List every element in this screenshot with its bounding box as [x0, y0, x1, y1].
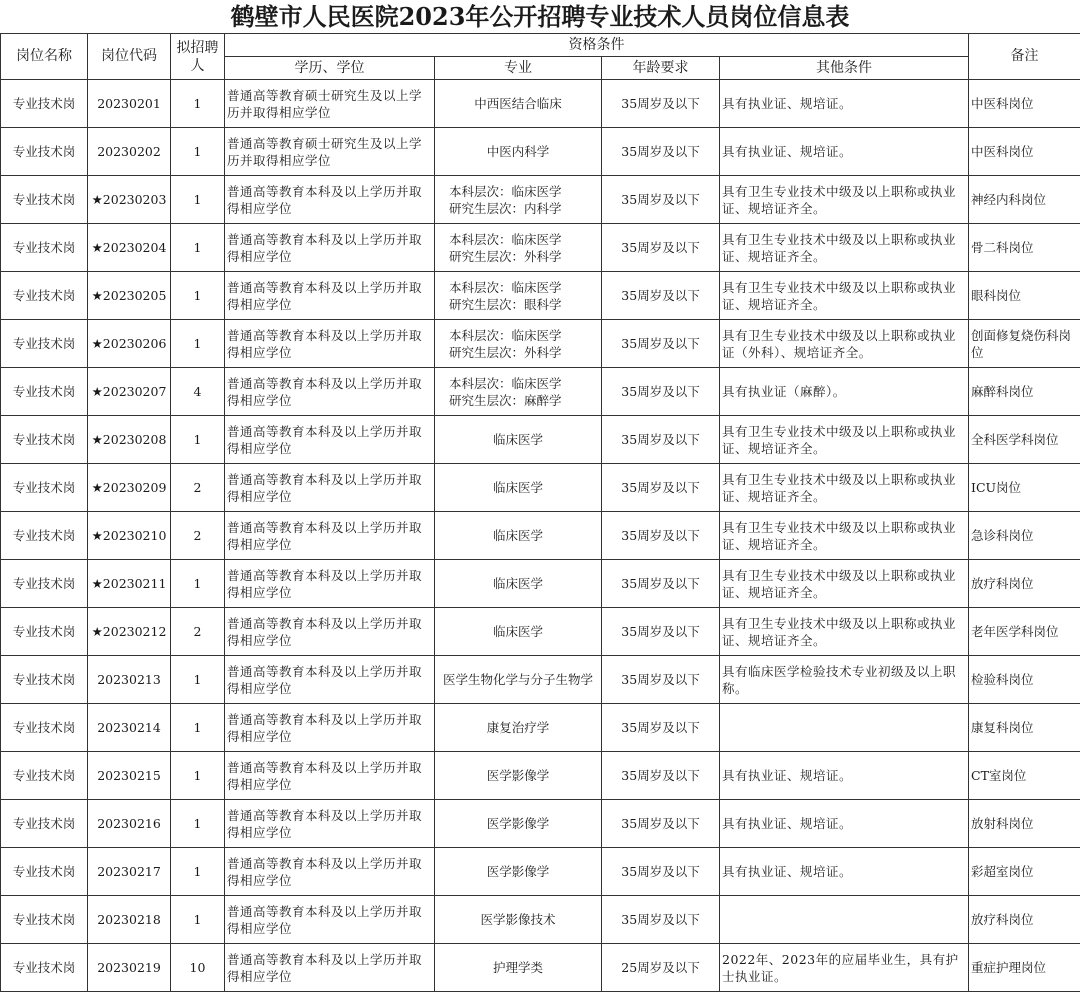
count-cell: 1 — [171, 320, 225, 368]
age-cell: 35周岁及以下 — [602, 704, 720, 752]
remark-cell: 麻醉科岗位 — [969, 368, 1080, 416]
count-cell: 1 — [171, 224, 225, 272]
major-cell: 医学影像学 — [435, 752, 602, 800]
education-cell: 普通高等教育本科及以上学历并取得相应学位 — [225, 464, 435, 512]
age-cell: 35周岁及以下 — [602, 896, 720, 944]
post-code-cell: ★20230204 — [88, 224, 171, 272]
other-conditions-cell: 具有卫生专业技术中级及以上职称或执业证、规培证齐全。 — [720, 272, 969, 320]
education-cell: 普通高等教育本科及以上学历并取得相应学位 — [225, 512, 435, 560]
remark-cell: CT室岗位 — [969, 752, 1080, 800]
major-cell: 护理学类 — [435, 944, 602, 992]
post-code-cell: 20230219 — [88, 944, 171, 992]
remark-cell: 眼科岗位 — [969, 272, 1080, 320]
post-code-cell: ★20230210 — [88, 512, 171, 560]
header-age: 年龄要求 — [602, 57, 720, 80]
major-cell: 临床医学 — [435, 608, 602, 656]
table-row — [1, 512, 1080, 560]
post-name-cell: 专业技术岗 — [1, 752, 88, 800]
post-code-cell: ★20230209 — [88, 464, 171, 512]
remark-cell: 康复科岗位 — [969, 704, 1080, 752]
remark-cell: 彩超室岗位 — [969, 848, 1080, 896]
other-conditions-cell: 具有卫生专业技术中级及以上职称或执业证、规培证齐全。 — [720, 608, 969, 656]
other-conditions-cell: 具有执业证（麻醉）。 — [720, 368, 969, 416]
remark-cell: 全科医学科岗位 — [969, 416, 1080, 464]
major-cell: 医学影像技术 — [435, 896, 602, 944]
education-cell: 普通高等教育本科及以上学历并取得相应学位 — [225, 224, 435, 272]
post-name-cell: 专业技术岗 — [1, 320, 88, 368]
age-cell: 35周岁及以下 — [602, 560, 720, 608]
post-name-cell: 专业技术岗 — [1, 608, 88, 656]
remark-cell: 急诊科岗位 — [969, 512, 1080, 560]
age-cell: 35周岁及以下 — [602, 608, 720, 656]
count-cell: 1 — [171, 896, 225, 944]
other-conditions-cell: 具有执业证、规培证。 — [720, 752, 969, 800]
post-name-cell: 专业技术岗 — [1, 80, 88, 128]
count-cell: 1 — [171, 704, 225, 752]
post-code-cell: ★20230211 — [88, 560, 171, 608]
remark-cell: 检验科岗位 — [969, 656, 1080, 704]
count-cell: 2 — [171, 512, 225, 560]
remark-cell: 创面修复烧伤科岗位 — [969, 320, 1080, 368]
post-name-cell: 专业技术岗 — [1, 896, 88, 944]
major-cell: 本科层次：临床医学 研究生层次：眼科学 — [435, 272, 602, 320]
education-cell: 普通高等教育本科及以上学历并取得相应学位 — [225, 944, 435, 992]
major-cell: 临床医学 — [435, 512, 602, 560]
post-name-cell: 专业技术岗 — [1, 848, 88, 896]
other-conditions-cell: 具有卫生专业技术中级及以上职称或执业证、规培证齐全。 — [720, 416, 969, 464]
age-cell: 35周岁及以下 — [602, 752, 720, 800]
post-code-cell: ★20230212 — [88, 608, 171, 656]
post-code-cell: 20230216 — [88, 800, 171, 848]
count-cell: 1 — [171, 848, 225, 896]
age-cell: 35周岁及以下 — [602, 512, 720, 560]
post-code-cell: ★20230207 — [88, 368, 171, 416]
table-row — [1, 944, 1080, 992]
count-cell: 1 — [171, 560, 225, 608]
count-cell: 1 — [171, 128, 225, 176]
major-cell: 本科层次：临床医学 研究生层次：麻醉学 — [435, 368, 602, 416]
education-cell: 普通高等教育本科及以上学历并取得相应学位 — [225, 272, 435, 320]
education-cell: 普通高等教育本科及以上学历并取得相应学位 — [225, 752, 435, 800]
other-conditions-cell: 具有执业证、规培证。 — [720, 80, 969, 128]
education-cell: 普通高等教育本科及以上学历并取得相应学位 — [225, 848, 435, 896]
major-cell: 临床医学 — [435, 416, 602, 464]
other-conditions-cell: 具有执业证、规培证。 — [720, 848, 969, 896]
table-row — [1, 464, 1080, 512]
education-cell: 普通高等教育本科及以上学历并取得相应学位 — [225, 176, 435, 224]
table-row — [1, 848, 1080, 896]
remark-cell: 放射科岗位 — [969, 800, 1080, 848]
table-row — [1, 128, 1080, 176]
major-cell: 本科层次：临床医学 研究生层次：内科学 — [435, 176, 602, 224]
other-conditions-cell: 具有临床医学检验技术专业初级及以上职称。 — [720, 656, 969, 704]
count-cell: 4 — [171, 368, 225, 416]
header-qualifications: 资格条件 — [225, 34, 969, 57]
education-cell: 普通高等教育本科及以上学历并取得相应学位 — [225, 656, 435, 704]
table-row — [1, 176, 1080, 224]
major-cell: 临床医学 — [435, 464, 602, 512]
header-education: 学历、学位 — [225, 57, 435, 80]
post-code-cell: 20230213 — [88, 656, 171, 704]
post-name-cell: 专业技术岗 — [1, 704, 88, 752]
post-name-cell: 专业技术岗 — [1, 512, 88, 560]
major-cell: 本科层次：临床医学 研究生层次：外科学 — [435, 320, 602, 368]
post-name-cell: 专业技术岗 — [1, 800, 88, 848]
post-code-cell: ★20230206 — [88, 320, 171, 368]
count-cell: 1 — [171, 656, 225, 704]
remark-cell: 重症护理岗位 — [969, 944, 1080, 992]
header-post-name: 岗位名称 — [1, 34, 88, 80]
education-cell: 普通高等教育本科及以上学历并取得相应学位 — [225, 320, 435, 368]
major-cell: 医学影像学 — [435, 848, 602, 896]
other-conditions-cell: 具有卫生专业技术中级及以上职称或执业证（外科）、规培证齐全。 — [720, 320, 969, 368]
education-cell: 普通高等教育本科及以上学历并取得相应学位 — [225, 416, 435, 464]
education-cell: 普通高等教育本科及以上学历并取得相应学位 — [225, 368, 435, 416]
other-conditions-cell: 具有执业证、规培证。 — [720, 128, 969, 176]
remark-cell: 神经内科岗位 — [969, 176, 1080, 224]
age-cell: 35周岁及以下 — [602, 416, 720, 464]
major-cell: 临床医学 — [435, 560, 602, 608]
remark-cell: 放疗科岗位 — [969, 560, 1080, 608]
other-conditions-cell — [720, 896, 969, 944]
education-cell: 普通高等教育硕士研究生及以上学历并取得相应学位 — [225, 128, 435, 176]
other-conditions-cell: 具有卫生专业技术中级及以上职称或执业证、规培证齐全。 — [720, 176, 969, 224]
table-row — [1, 416, 1080, 464]
post-name-cell: 专业技术岗 — [1, 368, 88, 416]
count-cell: 1 — [171, 272, 225, 320]
age-cell: 35周岁及以下 — [602, 368, 720, 416]
age-cell: 25周岁及以下 — [602, 944, 720, 992]
post-code-cell: 20230217 — [88, 848, 171, 896]
remark-cell: ICU岗位 — [969, 464, 1080, 512]
remark-cell: 中医科岗位 — [969, 128, 1080, 176]
other-conditions-cell: 具有卫生专业技术中级及以上职称或执业证、规培证齐全。 — [720, 512, 969, 560]
post-name-cell: 专业技术岗 — [1, 176, 88, 224]
other-conditions-cell: 具有卫生专业技术中级及以上职称或执业证、规培证齐全。 — [720, 224, 969, 272]
header-remark: 备注 — [969, 34, 1080, 80]
major-cell: 中西医结合临床 — [435, 80, 602, 128]
age-cell: 35周岁及以下 — [602, 464, 720, 512]
other-conditions-cell: 具有执业证、规培证。 — [720, 800, 969, 848]
age-cell: 35周岁及以下 — [602, 224, 720, 272]
post-code-cell: 20230201 — [88, 80, 171, 128]
education-cell: 普通高等教育硕士研究生及以上学历并取得相应学位 — [225, 80, 435, 128]
post-code-cell: 20230214 — [88, 704, 171, 752]
post-code-cell: 20230215 — [88, 752, 171, 800]
age-cell: 35周岁及以下 — [602, 128, 720, 176]
post-name-cell: 专业技术岗 — [1, 128, 88, 176]
other-conditions-cell: 具有卫生专业技术中级及以上职称或执业证、规培证齐全。 — [720, 464, 969, 512]
header-count: 拟招聘人 — [171, 34, 225, 80]
post-code-cell: 20230202 — [88, 128, 171, 176]
table-row — [1, 896, 1080, 944]
other-conditions-cell: 具有卫生专业技术中级及以上职称或执业证、规培证齐全。 — [720, 560, 969, 608]
table-row — [1, 704, 1080, 752]
count-cell: 1 — [171, 176, 225, 224]
major-cell: 本科层次：临床医学 研究生层次：外科学 — [435, 224, 602, 272]
major-cell: 医学生物化学与分子生物学 — [435, 656, 602, 704]
age-cell: 35周岁及以下 — [602, 176, 720, 224]
table-row — [1, 752, 1080, 800]
table-row — [1, 224, 1080, 272]
positions-table — [0, 33, 1080, 992]
count-cell: 10 — [171, 944, 225, 992]
education-cell: 普通高等教育本科及以上学历并取得相应学位 — [225, 560, 435, 608]
age-cell: 35周岁及以下 — [602, 656, 720, 704]
table-row — [1, 320, 1080, 368]
remark-cell: 骨二科岗位 — [969, 224, 1080, 272]
table-row — [1, 800, 1080, 848]
table-row — [1, 656, 1080, 704]
header-post-code: 岗位代码 — [88, 34, 171, 80]
major-cell: 医学影像学 — [435, 800, 602, 848]
age-cell: 35周岁及以下 — [602, 800, 720, 848]
education-cell: 普通高等教育本科及以上学历并取得相应学位 — [225, 896, 435, 944]
other-conditions-cell — [720, 704, 969, 752]
remark-cell: 中医科岗位 — [969, 80, 1080, 128]
age-cell: 35周岁及以下 — [602, 272, 720, 320]
count-cell: 1 — [171, 800, 225, 848]
age-cell: 35周岁及以下 — [602, 80, 720, 128]
post-name-cell: 专业技术岗 — [1, 416, 88, 464]
post-name-cell: 专业技术岗 — [1, 224, 88, 272]
table-row — [1, 608, 1080, 656]
table-row — [1, 368, 1080, 416]
remark-cell: 老年医学科岗位 — [969, 608, 1080, 656]
count-cell: 1 — [171, 416, 225, 464]
age-cell: 35周岁及以下 — [602, 320, 720, 368]
post-code-cell: ★20230208 — [88, 416, 171, 464]
post-name-cell: 专业技术岗 — [1, 656, 88, 704]
page-title: 鹤壁市人民医院2023年公开招聘专业技术人员岗位信息表 — [230, 2, 850, 31]
post-code-cell: 20230218 — [88, 896, 171, 944]
post-code-cell: ★20230205 — [88, 272, 171, 320]
post-name-cell: 专业技术岗 — [1, 944, 88, 992]
header-major: 专业 — [435, 57, 602, 80]
major-cell: 康复治疗学 — [435, 704, 602, 752]
count-cell: 2 — [171, 608, 225, 656]
age-cell: 35周岁及以下 — [602, 848, 720, 896]
education-cell: 普通高等教育本科及以上学历并取得相应学位 — [225, 608, 435, 656]
post-name-cell: 专业技术岗 — [1, 560, 88, 608]
table-row — [1, 80, 1080, 128]
count-cell: 2 — [171, 464, 225, 512]
post-code-cell: ★20230203 — [88, 176, 171, 224]
post-name-cell: 专业技术岗 — [1, 464, 88, 512]
major-cell: 中医内科学 — [435, 128, 602, 176]
header-other: 其他条件 — [720, 57, 969, 80]
other-conditions-cell: 2022年、2023年的应届毕业生，具有护士执业证。 — [720, 944, 969, 992]
education-cell: 普通高等教育本科及以上学历并取得相应学位 — [225, 800, 435, 848]
post-name-cell: 专业技术岗 — [1, 272, 88, 320]
count-cell: 1 — [171, 752, 225, 800]
remark-cell: 放疗科岗位 — [969, 896, 1080, 944]
table-row — [1, 272, 1080, 320]
education-cell: 普通高等教育本科及以上学历并取得相应学位 — [225, 704, 435, 752]
table-row — [1, 560, 1080, 608]
count-cell: 1 — [171, 80, 225, 128]
